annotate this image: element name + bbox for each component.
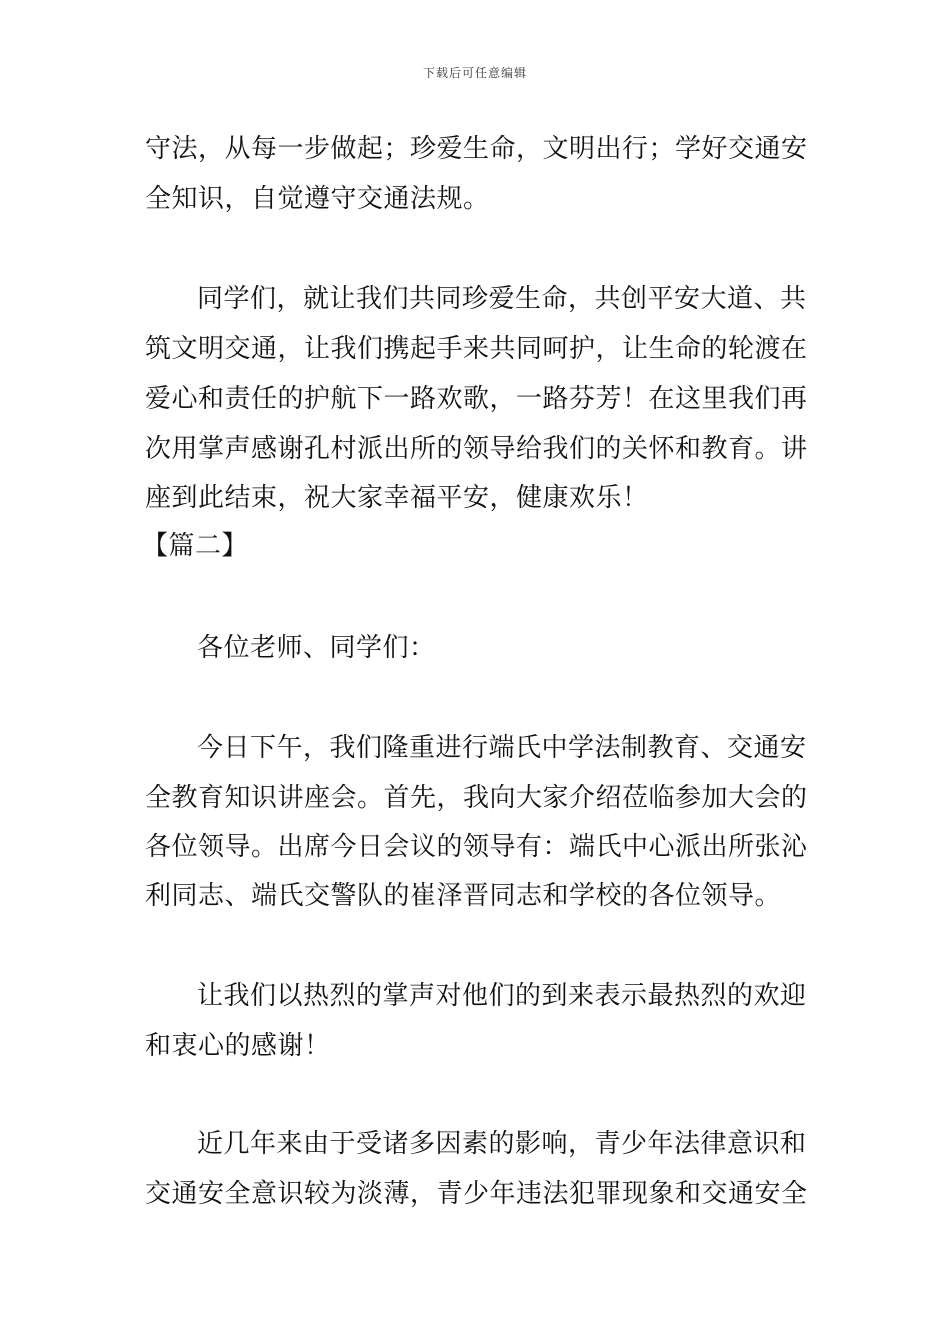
text-line: 和衷心的感谢！ xyxy=(145,1031,331,1061)
text-line: 全教育知识讲座会。首先，我向大家介绍莅临参加大会的 xyxy=(145,783,808,813)
paragraph-first-line: 让我们以热烈的掌声对他们的到来表示最热烈的欢迎 xyxy=(197,981,807,1011)
text-line: 全知识，自觉遵守交通法规。 xyxy=(145,184,490,214)
paragraph-first-line: 近几年来由于受诸多因素的影响，青少年法律意识和 xyxy=(197,1129,807,1159)
paragraph-first-line: 同学们，就让我们共同珍爱生命，共创平安大道、共 xyxy=(197,284,807,314)
text-line: 利同志、端氏交警队的崔泽晋同志和学校的各位领导。 xyxy=(145,881,782,911)
text-line: 次用掌声感谢孔村派出所的领导给我们的关怀和教育。讲 xyxy=(145,434,808,464)
salutation: 各位老师、同学们： xyxy=(197,633,436,663)
text-line: 交通安全意识较为淡薄，青少年违法犯罪现象和交通安全 xyxy=(145,1179,808,1209)
text-line: 座到此结束，祝大家幸福平安，健康欢乐！ xyxy=(145,483,649,513)
text-line: 筑文明交通，让我们携起手来共同呵护，让生命的轮渡在 xyxy=(145,334,808,364)
text-line: 守法，从每一步做起；珍爱生命，文明出行；学好交通安 xyxy=(145,134,808,164)
page-header: 下载后可任意编辑 xyxy=(422,66,527,80)
text-line: 爱心和责任的护航下一路欢歌，一路芬芳！在这里我们再 xyxy=(145,384,808,414)
section-heading: 【篇二】 xyxy=(142,531,249,561)
paragraph-first-line: 今日下午，我们隆重进行端氏中学法制教育、交通安 xyxy=(197,733,807,763)
text-line: 各位领导。出席今日会议的领导有：端氏中心派出所张沁 xyxy=(145,832,808,862)
